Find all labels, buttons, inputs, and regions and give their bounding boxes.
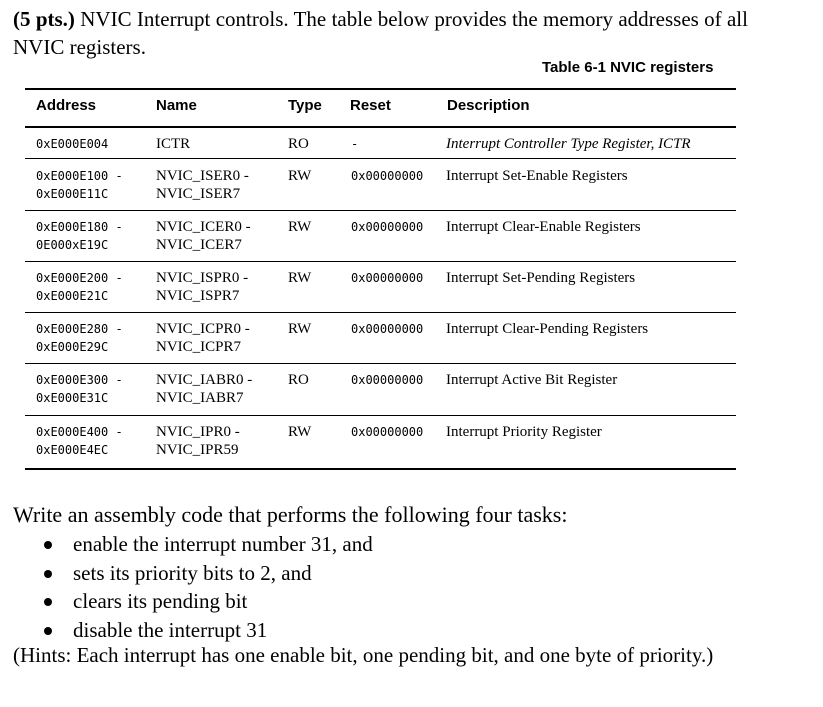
row-name: NVIC_ISPR0 - NVIC_ISPR7 bbox=[156, 270, 249, 304]
row-description: Interrupt Clear-Enable Registers bbox=[446, 219, 641, 235]
row-reset: 0x00000000 bbox=[351, 169, 424, 183]
list-item bbox=[44, 587, 373, 616]
bullet-icon bbox=[44, 570, 52, 578]
row-address: 0xE000E400 - 0xE000E4EC bbox=[36, 425, 123, 457]
row-address: 0xE000E300 - 0xE000E31C bbox=[36, 373, 123, 405]
list-item bbox=[44, 530, 373, 559]
row-address: 0xE000E180 - 0E000xE19C bbox=[36, 220, 123, 252]
row-name: NVIC_ICER0 - NVIC_ICER7 bbox=[156, 219, 251, 253]
row-name: ICTR bbox=[156, 136, 191, 152]
row-address: 0xE000E004 bbox=[36, 137, 109, 151]
row-rule bbox=[25, 210, 736, 211]
row-description: Interrupt Set-Enable Registers bbox=[446, 168, 628, 184]
row-address: 0xE000E280 - 0xE000E29C bbox=[36, 322, 123, 354]
question-intro bbox=[13, 5, 748, 61]
row-description: Interrupt Priority Register bbox=[446, 424, 602, 440]
row-description: Interrupt Active Bit Register bbox=[446, 372, 618, 388]
header-type: Type bbox=[288, 97, 322, 114]
row-description: Interrupt Set-Pending Registers bbox=[446, 270, 636, 286]
row-name: NVIC_ICPR0 - NVIC_ICPR7 bbox=[156, 321, 250, 355]
row-description: Interrupt Controller Type Register, ICTR bbox=[446, 136, 691, 152]
row-type: RW bbox=[288, 168, 312, 184]
row-type: RW bbox=[288, 219, 312, 235]
task-list bbox=[44, 530, 373, 644]
header-description: Description bbox=[447, 97, 530, 114]
row-reset: - bbox=[351, 137, 359, 151]
bullet-icon bbox=[44, 627, 52, 635]
table-title: Table 6-1 NVIC registers bbox=[542, 59, 714, 76]
header-reset: Reset bbox=[350, 97, 391, 114]
row-rule bbox=[25, 312, 736, 313]
row-reset: 0x00000000 bbox=[351, 425, 424, 439]
row-description: Interrupt Clear-Pending Registers bbox=[446, 321, 649, 337]
bullet-icon bbox=[44, 598, 52, 606]
row-type: RW bbox=[288, 270, 312, 286]
header-name: Name bbox=[156, 97, 197, 114]
list-item bbox=[44, 559, 373, 588]
row-rule bbox=[25, 261, 736, 262]
intro-text: NVIC Interrupt controls. The table below provides the memory addresses of all NVIC registers. bbox=[13, 7, 748, 59]
row-type: RO bbox=[288, 136, 309, 152]
row-type: RO bbox=[288, 372, 309, 388]
header-address: Address bbox=[36, 97, 97, 114]
row-name: NVIC_IPR0 - NVIC_IPR59 bbox=[156, 424, 240, 458]
list-item bbox=[44, 616, 373, 645]
task-item-text: clears its pending bit bbox=[73, 589, 248, 613]
task-item-text: disable the interrupt 31 bbox=[73, 617, 268, 642]
task-item-text: enable the interrupt number 31, and bbox=[73, 532, 373, 556]
task-prompt: Write an assembly code that performs the following four tasks: bbox=[13, 502, 568, 527]
row-name: NVIC_ISER0 - NVIC_ISER7 bbox=[156, 168, 249, 202]
hint-text: (Hints: Each interrupt has one enable bit, one pending bit, and one byte of priority.) bbox=[13, 643, 714, 667]
row-reset: 0x00000000 bbox=[351, 373, 424, 387]
row-reset: 0x00000000 bbox=[351, 322, 424, 336]
bullet-icon bbox=[44, 541, 52, 549]
task-item-text: sets its priority bits to 2, and bbox=[73, 560, 312, 585]
row-reset: 0x00000000 bbox=[351, 220, 424, 234]
table-bottom-rule bbox=[25, 468, 736, 470]
header-rule bbox=[25, 126, 736, 128]
points-label: (5 pts.) bbox=[13, 7, 75, 31]
row-rule bbox=[25, 415, 736, 416]
row-rule bbox=[25, 363, 736, 364]
row-type: RW bbox=[288, 321, 312, 337]
row-address: 0xE000E200 - 0xE000E21C bbox=[36, 271, 123, 303]
row-address: 0xE000E100 - 0xE000E11C bbox=[36, 169, 123, 201]
row-type: RW bbox=[288, 424, 312, 440]
table-top-rule bbox=[25, 88, 736, 90]
row-name: NVIC_IABR0 - NVIC_IABR7 bbox=[156, 372, 253, 406]
row-rule bbox=[25, 158, 736, 159]
row-reset: 0x00000000 bbox=[351, 271, 424, 285]
